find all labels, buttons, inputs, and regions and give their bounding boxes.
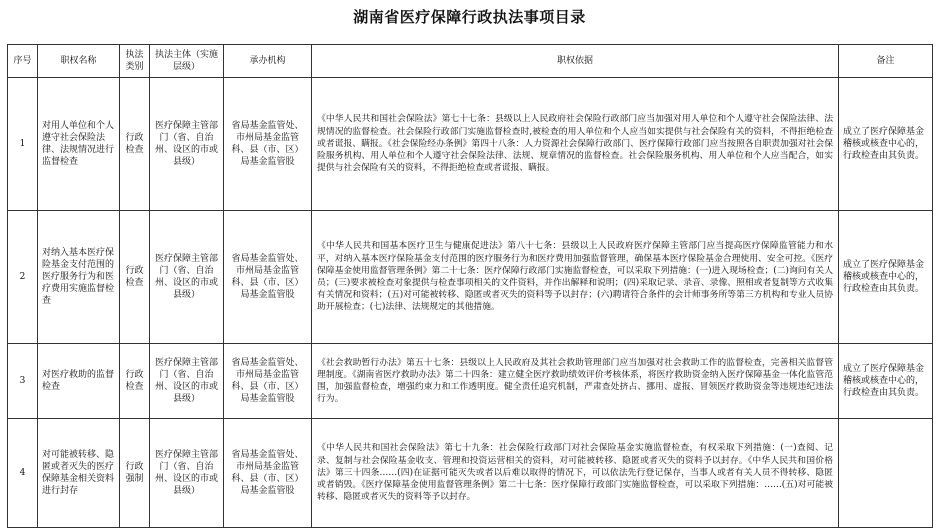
cell-seq: 1	[8, 78, 38, 211]
cell-name: 对可能被转移、隐匿或者灭失的医疗保障基金相关资料进行封存	[38, 419, 120, 528]
cell-basis: 《中华人民共和国社会保险法》第七十七条：县级以上人民政府社会保险行政部门应当加强对用人单位和个人遵守社会保险法律、法规情况的监督检查。社会保险行政部门实施监督检查时,被检查的用人单位和个人应当如实提供与社会保险有关的资料，不得拒绝检查或者谎报、瞒报。《社会保险经办条例》第四十八条：人力资源社会保障行政部门、医疗保障行政部门应当按照各自职责加强对社会保险服务机构、用人单位和个人遵守社会保险法律、法规、规章情况的监督检查。社会保险服务机构、用人单位和个人应当配合，如实提供与社会保险有关的资料，不得拒绝检查或者谎报、瞒报。	[312, 78, 839, 211]
cell-remark: 成立了医疗保障基金稽核或核查中心的，行政检查由其负责。	[839, 344, 933, 419]
cell-seq: 2	[8, 211, 38, 344]
cell-subject: 医疗保障主管部门（省、自治州、设区的市或县级）	[150, 78, 224, 211]
page-title: 湖南省医疗保障行政执法事项目录	[353, 8, 586, 26]
enforcement-table	[7, 44, 933, 528]
table-row	[8, 211, 933, 344]
header-subject: 执法主体（实施层级）	[150, 45, 224, 78]
table-row	[8, 419, 933, 528]
header-agency: 承办机构	[224, 45, 312, 78]
cell-agency: 省局基金监管处、市州局基金监管科、县（市、区）局基金监管股	[224, 78, 312, 211]
cell-remark: 成立了医疗保障基金稽核或核查中心的，行政检查由其负责。	[839, 211, 933, 344]
cell-subject: 医疗保障主管部门（省、自治州、设区的市或县级）	[150, 211, 224, 344]
cell-agency: 省局基金监管处、市州局基金监管科、县（市、区）局基金监管股	[224, 419, 312, 528]
header-category: 执法类别	[120, 45, 150, 78]
cell-basis: 《中华人民共和国社会保险法》第七十九条：社会保险行政部门对社会保险基金实施监督检查，有权采取下列措施：(一)查阅、记录、复制与社会保险基金收支、管理和投资运营相关的资料，对可能被转移、隐匿或者灭失的资料予以封存。《中华人民共和国价格法》第三十四条……(四)在证据可能灭失或者以后难以取得的情况下，可以依法先行登记保存，当事人或者有关人员不得转移、隐匿或者销毁。《医疗保障基金使用监督管理条例》第二十七条：医疗保障行政部门实施监督检查，可以采取下列措施：……(五)对可能被转移、隐匿或者灭失的资料等予以封存。	[312, 419, 839, 528]
cell-subject: 医疗保障主管部门（省、自治州、设区的市或县级）	[150, 344, 224, 419]
cell-name: 对医疗救助的监督检查	[38, 344, 120, 419]
cell-basis: 《社会救助暂行办法》第五十七条：县级以上人民政府及其社会救助管理部门应当加强对社会救助工作的监督检查，完善相关监督管理制度。《湖南省医疗救助办法》第二十四条：建立健全医疗救助绩效评价考核体系，将医疗救助资金纳入医疗保障基金一体化监管范围，加强监督检查，增强约束力和工作透明度。健全责任追究机制，严肃查处挤占、挪用、虚报、冒领医疗救助资金等违规违纪违法行为。	[312, 344, 839, 419]
cell-category: 行政检查	[120, 211, 150, 344]
cell-category: 行政检查	[120, 78, 150, 211]
cell-seq: 4	[8, 419, 38, 528]
cell-remark	[839, 419, 933, 528]
table-row	[8, 344, 933, 419]
cell-agency: 省局基金监管处、市州局基金监管科、县（市、区）局基金监管股	[224, 344, 312, 419]
cell-basis: 《中华人民共和国基本医疗卫生与健康促进法》第八十七条：县级以上人民政府医疗保障主管部门应当提高医疗保障监管能力和水平，对纳入基本医疗保险基金支付范围的医疗服务行为和医疗费用加强监督管理，确保基本医疗保险基金合理使用、安全可控。《医疗保障基金使用监督管理条例》第二十七条：医疗保障行政部门实施监督检查，可以采取下列措施：(一)进入现场检查；(二)询问有关人员；(三)要求被检查对象提供与检查事项相关的文件资料，并作出解释和说明；(四)采取记录、录音、录像、照相或者复制等方式收集有关情况和资料；(五)对可能被转移、隐匿或者灭失的资料等予以封存；(六)聘请符合条件的会计师事务所等第三方机构和专业人员协助开展检查；(七)法律、法规规定的其他措施。	[312, 211, 839, 344]
header-name: 职权名称	[38, 45, 120, 78]
table-row	[8, 78, 933, 211]
cell-agency: 省局基金监管处、市州局基金监管科、县（市、区）局基金监管股	[224, 211, 312, 344]
header-seq: 序号	[8, 45, 38, 78]
cell-name: 对纳入基本医疗保险基金支付范围的医疗服务行为和医疗费用实施监督检查	[38, 211, 120, 344]
cell-subject: 医疗保障主管部门（省、自治州、设区的市或县级）	[150, 419, 224, 528]
header-basis: 职权依据	[312, 45, 839, 78]
cell-seq: 3	[8, 344, 38, 419]
header-row	[8, 45, 933, 78]
cell-category: 行政检查	[120, 344, 150, 419]
cell-remark: 成立了医疗保障基金稽核或核查中心的，行政检查由其负责。	[839, 78, 933, 211]
cell-category: 行政强制	[120, 419, 150, 528]
header-remark: 备注	[839, 45, 933, 78]
cell-name: 对用人单位和个人遵守社会保险法律、法规情况进行监督检查	[38, 78, 120, 211]
